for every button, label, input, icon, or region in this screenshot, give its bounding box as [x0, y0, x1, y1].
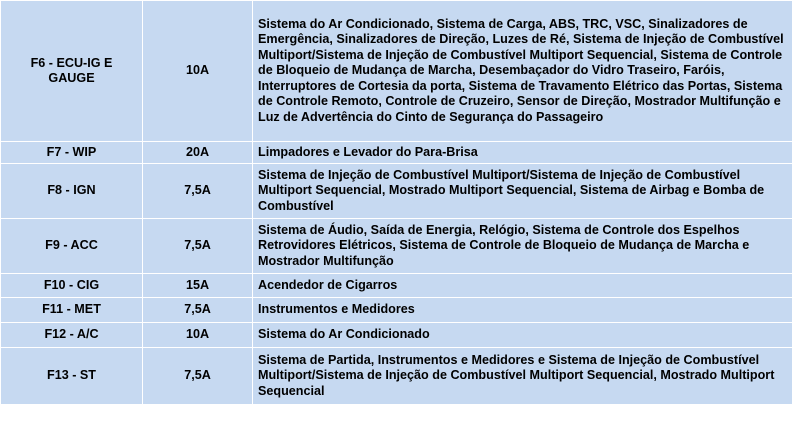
fuse-id-cell — [1, 274, 143, 298]
amperage-cell: 7,5A — [143, 219, 253, 274]
fuse-id-cell — [1, 348, 143, 405]
fuse-id-cell — [1, 219, 143, 274]
fuse-id: F11 - MET — [42, 302, 101, 317]
circuits-cell: Sistema do Ar Condicionado — [253, 323, 793, 348]
circuits-cell: Sistema de Áudio, Saída de Energia, Relógio, Sistema de Controle dos Espelhos Retrovidores Elétricos, Sistema de Controle de Bloqueio de Mudança de Marcha e Mostrador Multifunção — [253, 219, 793, 274]
table-row — [1, 298, 793, 323]
circuits-cell: Sistema de Injeção de Combustível Multiport/Sistema de Injeção de Combustível Multiport Sequencial, Mostrado Multiport Sequencial, Sistema de Airbag e Bomba de Combustível — [253, 164, 793, 219]
table-row — [1, 1, 793, 142]
amperage-cell: 7,5A — [143, 164, 253, 219]
fuse-id: F9 - ACC — [45, 238, 98, 253]
amperage-cell: 7,5A — [143, 298, 253, 323]
amperage-cell: 10A — [143, 323, 253, 348]
fuse-id: F13 - ST — [47, 368, 96, 383]
fuse-id-cell — [1, 323, 143, 348]
fuse-id-cell — [1, 142, 143, 164]
amperage-cell: 10A — [143, 1, 253, 142]
circuits-cell: Instrumentos e Medidores — [253, 298, 793, 323]
fuse-id-cell — [1, 298, 143, 323]
circuits-cell: Sistema de Partida, Instrumentos e Medidores e Sistema de Injeção de Combustível Multiport/Sistema de Injeção de Combustível Multiport Sequencial, Mostrado Multiport Sequencial — [253, 348, 793, 405]
table-row — [1, 142, 793, 164]
table-row — [1, 348, 793, 405]
fuse-id-cell — [1, 1, 143, 142]
amperage-cell: 7,5A — [143, 348, 253, 405]
table-row — [1, 219, 793, 274]
table-row — [1, 323, 793, 348]
fuse-id-cell — [1, 164, 143, 219]
amperage-cell: 15A — [143, 274, 253, 298]
circuits-cell: Acendedor de Cigarros — [253, 274, 793, 298]
fuse-id: F8 - IGN — [47, 183, 96, 198]
circuits-cell: Sistema do Ar Condicionado, Sistema de Carga, ABS, TRC, VSC, Sinalizadores de Emergência, Sinalizadores de Direção, Luzes de Ré, Sistema de Injeção de Combustível Multiport/Sistema de Injeção de Combustível Multiport Sequencial, Sistema de Controle de Bloqueio de Mudança de Marcha, Desembaçador do Vidro Traseiro, Faróis, Interruptores de Cortesia da porta, Sistema de Travamento Elétrico das Portas, Sistema de Controle Remoto, Controle de Cruzeiro, Sensor de Direção, Mostrador Multifunção e Luz de Advertência do Cinto de Segurança do Passageiro — [253, 1, 793, 142]
circuits-cell: Limpadores e Levador do Para-Brisa — [253, 142, 793, 164]
fuse-id: F6 - ECU-IG E GAUGE — [30, 55, 113, 85]
fuse-id: F10 - CIG — [43, 277, 100, 292]
amperage-cell: 20A — [143, 142, 253, 164]
fuse-id: F12 - A/C — [44, 327, 99, 342]
fuse-id: F7 - WIP — [46, 144, 97, 159]
table-row — [1, 274, 793, 298]
table-row — [1, 164, 793, 219]
